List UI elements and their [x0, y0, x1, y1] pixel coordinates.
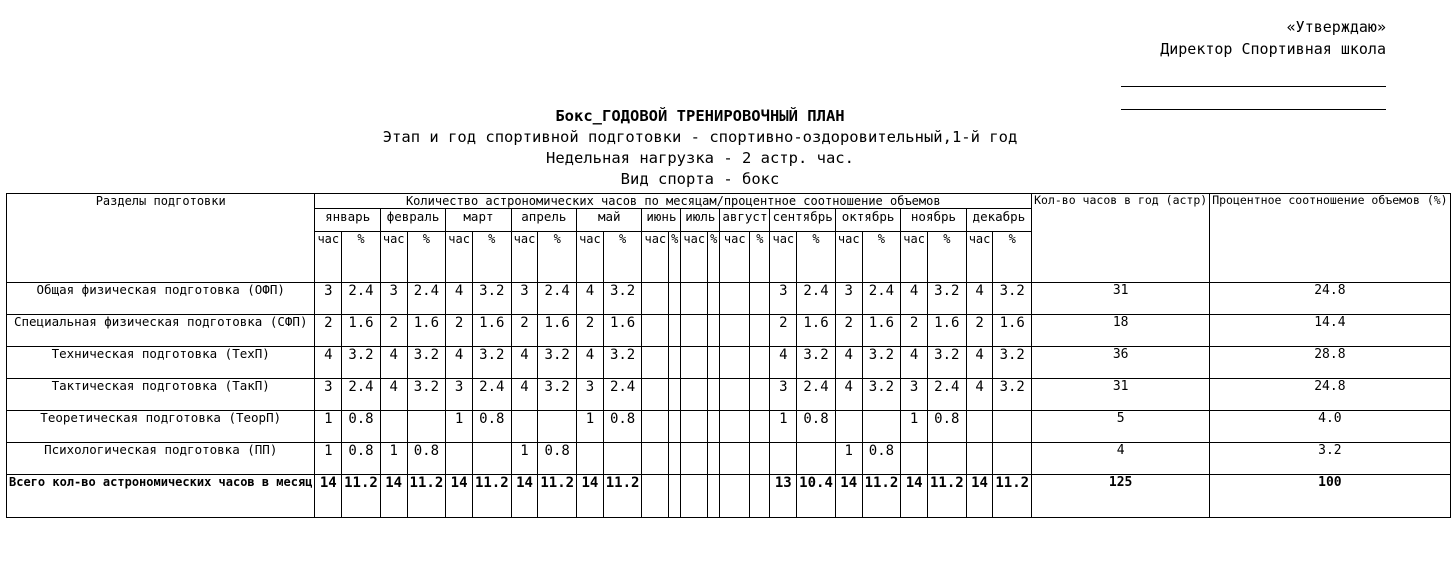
percent-subheader: %: [862, 232, 901, 283]
percent-cell: [708, 411, 720, 443]
percent-cell: [708, 315, 720, 347]
hours-cell: 1: [835, 443, 862, 475]
percent-cell: 0.8: [342, 443, 381, 475]
percent-cell: [993, 411, 1032, 443]
percent-cell: [603, 443, 642, 475]
percent-total-cell: 4.0: [1210, 411, 1450, 443]
percent-cell: [750, 347, 770, 379]
section-name: Общая физическая подготовка (ОФП): [7, 283, 315, 315]
percent-cell: [669, 411, 681, 443]
percent-cell: [669, 315, 681, 347]
percent-total-cell: 14.4: [1210, 315, 1450, 347]
hours-cell: 14: [901, 475, 928, 518]
percent-cell: 3.2: [603, 283, 642, 315]
total-row: [7, 475, 1451, 518]
hours-cell: 4: [901, 283, 928, 315]
percent-cell: 2.4: [862, 283, 901, 315]
hours-cell: 3: [577, 379, 604, 411]
hours-subheader: час: [446, 232, 473, 283]
hours-cell: 3: [835, 283, 862, 315]
stage-line: Этап и год спортивной подготовки - спортивно-оздоровительный,1-й год: [382, 128, 1018, 146]
percent-total-cell: 24.8: [1210, 379, 1450, 411]
percent-cell: [750, 315, 770, 347]
percent-cell: 0.8: [862, 443, 901, 475]
percent-cell: 3.2: [993, 283, 1032, 315]
percent-cell: 11.2: [862, 475, 901, 518]
hours-cell: 14: [315, 475, 342, 518]
percent-cell: 2.4: [342, 379, 381, 411]
hours-cell: 2: [770, 315, 797, 347]
hours-cell: 14: [577, 475, 604, 518]
hours-cell: [642, 475, 669, 518]
hours-cell: 4: [835, 347, 862, 379]
hours-cell: 1: [315, 411, 342, 443]
month-header: ноябрь: [901, 209, 966, 232]
percent-cell: 1.6: [862, 315, 901, 347]
hours-subheader: час: [642, 232, 669, 283]
hours-subheader: час: [770, 232, 797, 283]
percent-cell: [750, 443, 770, 475]
percent-cell: 0.8: [407, 443, 446, 475]
hours-cell: 4: [511, 379, 538, 411]
hours-cell: 4: [446, 347, 473, 379]
percent-cell: 10.4: [797, 475, 836, 518]
percent-cell: 3.2: [603, 347, 642, 379]
hours-cell: [681, 443, 708, 475]
percent-cell: [993, 443, 1032, 475]
sections-header: Разделы подготовки: [7, 194, 315, 283]
hours-cell: 4: [966, 347, 993, 379]
hours-cell: 1: [380, 443, 407, 475]
percent-cell: 3.2: [472, 283, 511, 315]
percent-cell: 2.4: [797, 379, 836, 411]
month-header: февраль: [380, 209, 445, 232]
year-hours-header: Кол-во часов в год (астр): [1032, 194, 1210, 283]
month-header: октябрь: [835, 209, 900, 232]
percent-subheader: %: [708, 232, 720, 283]
hours-cell: [681, 411, 708, 443]
hours-cell: [901, 443, 928, 475]
hours-cell: 2: [835, 315, 862, 347]
approval-director: Директор Спортивная школа: [1160, 40, 1386, 58]
percent-cell: 1.6: [927, 315, 966, 347]
percent-cell: [708, 283, 720, 315]
section-name: Психологическая подготовка (ПП): [7, 443, 315, 475]
hours-cell: 2: [315, 315, 342, 347]
hours-cell: 4: [315, 347, 342, 379]
hours-cell: [446, 443, 473, 475]
hours-subheader: час: [901, 232, 928, 283]
table-row: [7, 379, 1451, 411]
percent-subheader: %: [538, 232, 577, 283]
section-name: Техническая подготовка (ТехП): [7, 347, 315, 379]
table-row: [7, 283, 1451, 315]
percent-cell: 3.2: [862, 347, 901, 379]
percent-cell: 1.6: [993, 315, 1032, 347]
year-hours-cell: 31: [1032, 283, 1210, 315]
percent-cell: 1.6: [342, 315, 381, 347]
percent-cell: 11.2: [603, 475, 642, 518]
hours-cell: 2: [577, 315, 604, 347]
percent-cell: [669, 283, 681, 315]
hours-cell: 14: [835, 475, 862, 518]
hours-cell: [681, 283, 708, 315]
table-row: [7, 315, 1451, 347]
percent-cell: 0.8: [472, 411, 511, 443]
table-row: [7, 443, 1451, 475]
sport-line: Вид спорта - бокс: [620, 170, 780, 188]
hours-cell: 3: [315, 379, 342, 411]
percent-cell: 3.2: [538, 347, 577, 379]
percent-subheader: %: [342, 232, 381, 283]
hours-cell: 4: [511, 347, 538, 379]
signature-line: [1121, 70, 1386, 87]
percent-subheader: %: [993, 232, 1032, 283]
percent-cell: [669, 475, 681, 518]
hours-cell: 2: [511, 315, 538, 347]
percent-cell: 0.8: [927, 411, 966, 443]
percent-cell: 0.8: [342, 411, 381, 443]
hours-cell: [642, 443, 669, 475]
percent-subheader: %: [750, 232, 770, 283]
percent-subheader: %: [797, 232, 836, 283]
percent-cell: 1.6: [603, 315, 642, 347]
percent-subheader: %: [927, 232, 966, 283]
hours-cell: 13: [770, 475, 797, 518]
percent-cell: 3.2: [993, 379, 1032, 411]
hours-cell: 1: [577, 411, 604, 443]
section-name: Теоретическая подготовка (ТеорП): [7, 411, 315, 443]
percent-subheader: %: [669, 232, 681, 283]
month-header: декабрь: [966, 209, 1031, 232]
hours-cell: [642, 315, 669, 347]
year-hours-cell: 5: [1032, 411, 1210, 443]
month-header: сентябрь: [770, 209, 835, 232]
hours-cell: [835, 411, 862, 443]
hours-cell: 1: [770, 411, 797, 443]
month-header: январь: [315, 209, 380, 232]
month-header: май: [577, 209, 642, 232]
percent-cell: 11.2: [538, 475, 577, 518]
document-heading: [200, 106, 1200, 190]
hours-cell: 3: [770, 379, 797, 411]
year-hours-cell: 4: [1032, 443, 1210, 475]
percent-cell: [472, 443, 511, 475]
percent-total-cell: 28.8: [1210, 347, 1450, 379]
hours-cell: [681, 315, 708, 347]
hours-subheader: час: [380, 232, 407, 283]
percent-cell: 11.2: [472, 475, 511, 518]
hours-cell: [720, 443, 750, 475]
year-hours-cell: 31: [1032, 379, 1210, 411]
hours-cell: [380, 411, 407, 443]
training-plan-table: [6, 193, 1451, 518]
hours-cell: 14: [966, 475, 993, 518]
hours-cell: [681, 379, 708, 411]
hours-cell: 3: [315, 283, 342, 315]
percent-cell: 0.8: [603, 411, 642, 443]
percent-subheader: %: [603, 232, 642, 283]
percent-header: Процентное соотношение объемов (%): [1210, 194, 1450, 283]
percent-cell: 1.6: [797, 315, 836, 347]
percent-cell: [708, 379, 720, 411]
table-row: [7, 347, 1451, 379]
section-name: Тактическая подготовка (ТакП): [7, 379, 315, 411]
hours-cell: 14: [380, 475, 407, 518]
hours-subheader: час: [681, 232, 708, 283]
hours-cell: 3: [446, 379, 473, 411]
hours-subheader: час: [966, 232, 993, 283]
percent-subheader: %: [407, 232, 446, 283]
percent-cell: 2.4: [538, 283, 577, 315]
month-header: июнь: [642, 209, 681, 232]
percent-cell: 0.8: [538, 443, 577, 475]
percent-cell: 2.4: [407, 283, 446, 315]
year-hours-cell: 36: [1032, 347, 1210, 379]
hours-cell: [577, 443, 604, 475]
year-hours-cell: 18: [1032, 315, 1210, 347]
percent-cell: [750, 283, 770, 315]
hours-subheader: час: [315, 232, 342, 283]
percent-cell: [669, 443, 681, 475]
year-hours-cell: 125: [1032, 475, 1210, 518]
hours-cell: 4: [577, 347, 604, 379]
percent-cell: 3.2: [342, 347, 381, 379]
hours-cell: 14: [446, 475, 473, 518]
hours-cell: 3: [901, 379, 928, 411]
hours-cell: 1: [511, 443, 538, 475]
hours-cell: [770, 443, 797, 475]
percent-cell: [750, 475, 770, 518]
hours-cell: 4: [966, 283, 993, 315]
hours-cell: [720, 475, 750, 518]
percent-cell: 11.2: [927, 475, 966, 518]
hours-cell: 1: [315, 443, 342, 475]
hours-cell: 4: [380, 379, 407, 411]
hours-cell: 14: [511, 475, 538, 518]
hours-cell: [642, 283, 669, 315]
hours-cell: [642, 411, 669, 443]
hours-cell: 2: [901, 315, 928, 347]
percent-cell: 3.2: [538, 379, 577, 411]
percent-cell: 2.4: [927, 379, 966, 411]
hours-cell: 2: [446, 315, 473, 347]
hours-cell: [511, 411, 538, 443]
hours-cell: [966, 411, 993, 443]
percent-cell: [708, 475, 720, 518]
month-header: апрель: [511, 209, 576, 232]
percent-cell: [708, 347, 720, 379]
percent-total-cell: 100: [1210, 475, 1450, 518]
approval-title: «Утверждаю»: [1286, 18, 1386, 36]
hours-cell: 4: [835, 379, 862, 411]
percent-cell: 3.2: [927, 283, 966, 315]
hours-subheader: час: [577, 232, 604, 283]
hours-cell: 4: [577, 283, 604, 315]
hours-cell: 4: [380, 347, 407, 379]
percent-cell: 0.8: [797, 411, 836, 443]
percent-cell: [407, 411, 446, 443]
load-line: Недельная нагрузка - 2 астр. час.: [546, 149, 854, 167]
hours-cell: 2: [380, 315, 407, 347]
percent-cell: [797, 443, 836, 475]
hours-cell: [681, 347, 708, 379]
section-name: Всего кол-во астрономических часов в месяц: [7, 475, 315, 518]
percent-cell: [750, 411, 770, 443]
hours-cell: 3: [770, 283, 797, 315]
percent-cell: 11.2: [407, 475, 446, 518]
table-row: [7, 411, 1451, 443]
hours-cell: 4: [966, 379, 993, 411]
hours-cell: 4: [446, 283, 473, 315]
percent-cell: 1.6: [407, 315, 446, 347]
percent-cell: 3.2: [993, 347, 1032, 379]
percent-cell: 2.4: [472, 379, 511, 411]
hours-cell: [681, 475, 708, 518]
percent-cell: 3.2: [407, 379, 446, 411]
hours-cell: [720, 283, 750, 315]
hours-cell: 3: [511, 283, 538, 315]
hours-cell: 4: [901, 347, 928, 379]
percent-total-cell: 3.2: [1210, 443, 1450, 475]
hours-subheader: час: [720, 232, 750, 283]
hours-cell: [720, 411, 750, 443]
percent-cell: 1.6: [538, 315, 577, 347]
percent-cell: [538, 411, 577, 443]
hours-cell: [642, 379, 669, 411]
percent-cell: 3.2: [862, 379, 901, 411]
percent-cell: 11.2: [993, 475, 1032, 518]
percent-cell: 3.2: [927, 347, 966, 379]
percent-cell: 2.4: [342, 283, 381, 315]
percent-cell: [669, 347, 681, 379]
hours-subheader: час: [835, 232, 862, 283]
approval-block: [1121, 16, 1386, 110]
hours-cell: [720, 379, 750, 411]
hours-cell: [642, 347, 669, 379]
monthly-hours-header: Количество астрономических часов по месяцам/процентное соотношение объемов: [315, 194, 1032, 209]
hours-subheader: час: [511, 232, 538, 283]
month-header: август: [720, 209, 770, 232]
percent-cell: 11.2: [342, 475, 381, 518]
hours-cell: [720, 315, 750, 347]
percent-cell: 1.6: [472, 315, 511, 347]
hours-cell: 4: [770, 347, 797, 379]
document-title: Бокс_ГОДОВОЙ ТРЕНИРОВОЧНЫЙ ПЛАН: [555, 107, 845, 125]
percent-cell: 3.2: [407, 347, 446, 379]
hours-cell: 1: [446, 411, 473, 443]
percent-subheader: %: [472, 232, 511, 283]
month-header: март: [446, 209, 511, 232]
percent-cell: 3.2: [797, 347, 836, 379]
percent-cell: [708, 443, 720, 475]
percent-cell: [927, 443, 966, 475]
hours-cell: [966, 443, 993, 475]
percent-cell: [862, 411, 901, 443]
hours-cell: 1: [901, 411, 928, 443]
percent-cell: 2.4: [603, 379, 642, 411]
percent-cell: [669, 379, 681, 411]
hours-cell: [720, 347, 750, 379]
percent-cell: 3.2: [472, 347, 511, 379]
hours-cell: 2: [966, 315, 993, 347]
month-header: июль: [681, 209, 720, 232]
percent-cell: 2.4: [797, 283, 836, 315]
percent-cell: [750, 379, 770, 411]
hours-cell: 3: [380, 283, 407, 315]
section-name: Специальная физическая подготовка (СФП): [7, 315, 315, 347]
percent-total-cell: 24.8: [1210, 283, 1450, 315]
